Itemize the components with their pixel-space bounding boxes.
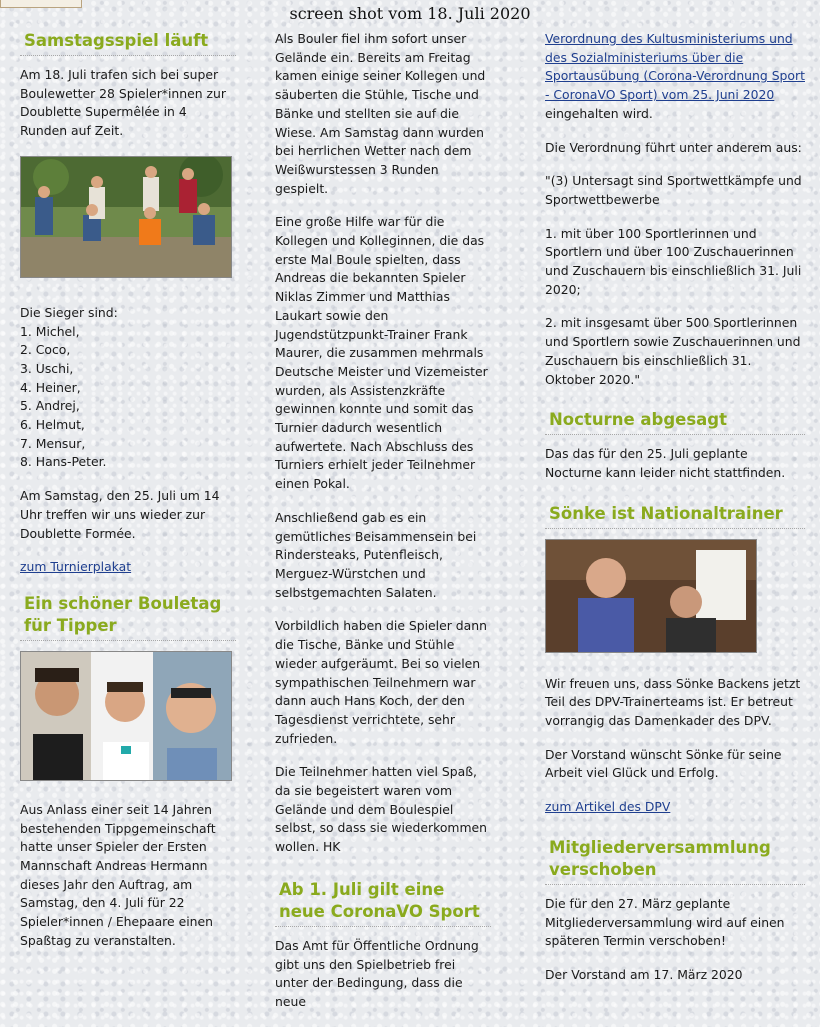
text-verordnung-after-link: eingehalten wird.	[545, 105, 653, 121]
text-bouletag-p4: Vorbildlich haben die Spieler dann die Tische, Bänke und Stühle wieder aufgeräumt. Bei so vielen sympathischen Teilnehmern war dann auch Hans Koch, der den Tagesdienst verrichtete, sehr zufrieden.	[275, 618, 487, 746]
text-bouletag-intro: Aus Anlass einer seit 14 Jahren bestehenden Tippgemeinschaft hatte unser Spieler der Ersten Mannschaft Andreas Hermann dieses Jahr den Auftrag, am Samstag, den 4. Juli für 22 Spieler*innen / Ehepaare einen Spaßtag zu veranstalten.	[20, 801, 216, 948]
section-title-nocturne: Nocturne abgesagt	[545, 409, 805, 435]
section-title-mitgliederversammlung: Mitgliederversammlung verschoben	[545, 837, 805, 885]
photo-three-players-image	[21, 652, 231, 780]
list-item: 6. Helmut,	[20, 417, 85, 433]
text-bouletag-p1: Als Bouler fiel ihm sofort unser Gelände ein. Bereits am Freitag kamen einige seiner Kollegen und säuberten die Stühle, Tische und Bänke und stellten sie auf die Wiese. Am Samstag dann wurden bei herrlichen Wetter nach dem Weißwurstessen 3 Runden gespielt.	[275, 31, 486, 196]
column-left	[20, 30, 236, 966]
photo-soenke-image	[546, 540, 756, 652]
text-quote-2: 1. mit über 100 Sportlerinnen und Sportlern und über 100 Zuschauerinnen und Zuschauern bis einschließlich 31. Juli 2020;	[545, 225, 802, 297]
list-item: 4. Heiner,	[20, 379, 81, 395]
photo-three-players	[20, 651, 232, 781]
photo-group-players	[20, 156, 232, 278]
link-corona-verordnung[interactable]: Verordnung des Kultusministeriums und des Sozialministeriums über die Sportausübung (Corona-Verordnung Sport - CoronaVO Sport) vom 25. Juni 2020	[545, 31, 805, 103]
screenshot-caption: screen shot vom 18. Juli 2020	[289, 4, 531, 23]
list-item: 8. Hans-Peter.	[20, 454, 107, 470]
text-verordnung-intro: Die Verordnung führt unter anderem aus:	[545, 139, 802, 155]
link-turnierplakat[interactable]: zum Turnierplakat	[20, 559, 132, 575]
text-verordnung-link-paragraph	[545, 30, 805, 124]
text-samstagsspiel-intro: Am 18. Juli trafen sich bei super Boulewetter 28 Spieler*innen zur Doublette Supermêlée in 4 Runden auf Zeit.	[20, 67, 227, 139]
section-title-bouletag: Ein schöner Bouletag für Tipper	[20, 593, 236, 641]
list-item: 1. Michel,	[20, 323, 80, 339]
column-right	[545, 30, 805, 1000]
section-title-samstagsspiel: Samstagsspiel läuft	[20, 30, 236, 56]
photo-group-players-image	[21, 157, 231, 277]
list-item: 7. Mensur,	[20, 435, 86, 451]
text-mitgliederversammlung: Die für den 27. März geplante Mitgliederversammlung wird auf einen späteren Termin verschoben!	[545, 895, 785, 949]
text-coronavo-intro: Das Amt für Öffentliche Ordnung gibt uns den Spielbetrieb frei unter der Bedingung, dass die neue	[275, 937, 479, 1009]
column-middle	[275, 30, 491, 1027]
section-title-soenke: Sönke ist Nationaltrainer	[545, 503, 805, 529]
text-quote-1: "(3) Untersagt sind Sportwettkämpfe und Sportwettbewerbe	[545, 173, 802, 207]
list-item: 3. Uschi,	[20, 360, 74, 376]
text-soenke-p1: Wir freuen uns, dass Sönke Backens jetzt Teil des DPV-Trainerteams ist. Er betreut vorrangig das Damenkader des DPV.	[545, 675, 801, 729]
section-title-coronavo: Ab 1. Juli gilt eine neue CoronaVO Sport	[275, 879, 491, 927]
text-soenke-p2: Der Vorstand wünscht Sönke für seine Arbeit viel Glück und Erfolg.	[545, 746, 782, 781]
winners-list	[20, 323, 236, 473]
text-vorstand-signature: Der Vorstand am 17. März 2020	[545, 966, 743, 982]
text-bouletag-p2: Eine große Hilfe war für die Kollegen und Kolleginnen, die das erste Mal Boule spielten, dass Andreas die bekannten Spieler Niklas Zimmer und Matthias Laukart sowie den Jugendstützpunkt-Trainer Frank Maurer, die zusammen mehrmals Deutsche Meister und Vizemeister wurden, als Assistenzkräfte gewinnen konnte und somit das Turnier dadurch wesentlich aufwertete. Nach Abschluss des Turniers erhielt jeder Teilnehmer einen Pokal.	[275, 214, 488, 492]
winners-intro: Die Sieger sind:	[20, 304, 118, 320]
text-bouletag-p5: Die Teilnehmer hatten viel Spaß, da sie begeistert waren vom Gelände und dem Boulespiel selbst, so dass sie wiederkommen wollen. HK	[275, 764, 488, 855]
text-nocturne: Das das für den 25. Juli geplante Nocturne kann leider nicht stattfinden.	[545, 446, 786, 480]
list-item: 5. Andrej,	[20, 398, 80, 414]
text-bouletag-p3: Anschließend gab es ein gemütliches Beisammensein bei Rindersteaks, Putenfleisch, Merguez-Würstchen und selbstgemachten Salaten.	[275, 509, 477, 600]
link-dpv-artikel[interactable]: zum Artikel des DPV	[545, 799, 671, 815]
text-quote-3: 2. mit insgesamt über 500 Sportlerinnen und Sportlern sowie Zuschauerinnen und Zuschauern bis einschließlich 31. Oktober 2020."	[545, 315, 801, 387]
list-item: 2. Coco,	[20, 342, 71, 358]
photo-soenke	[545, 539, 757, 653]
text-next-tournament: Am Samstag, den 25. Juli um 14 Uhr treffen wir uns wieder zur Doublette Formée.	[20, 488, 220, 541]
